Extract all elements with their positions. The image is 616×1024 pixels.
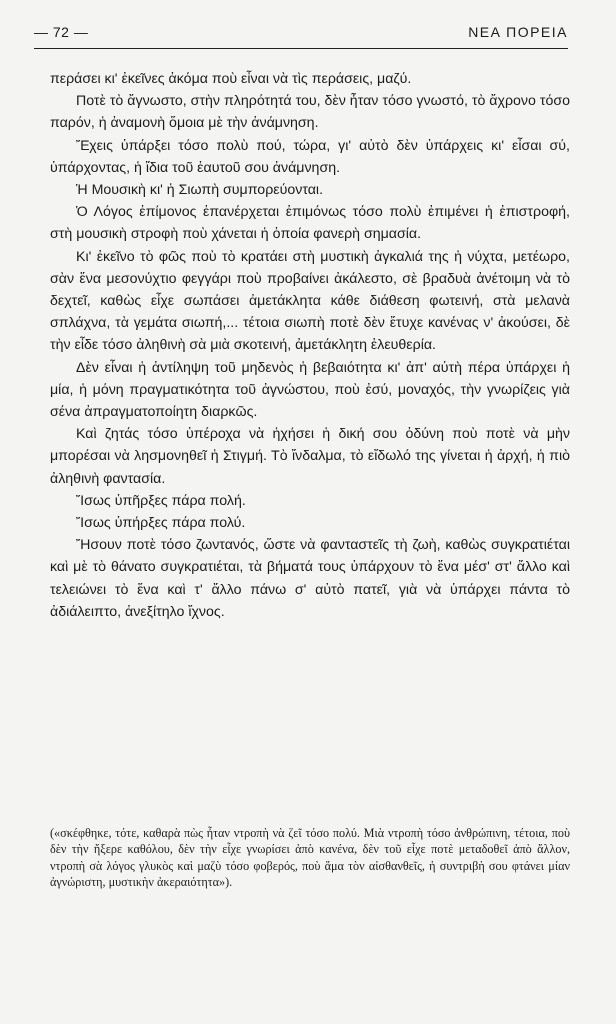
paragraph: Ἡ Μουσικὴ κι' ἡ Σιωπὴ συμπορεύονται.	[76, 182, 324, 199]
paragraph: Κι' ἐκεῖνο τὸ φῶς ποὺ τὸ κρατάει στὴ μυστικὴ ἀγκαλιά της ἡ νύχτα, μετέωρο, σὰν ἕνα μεσονύχτιο φεγγάρι ποὺ προβαίνει ἀκάλεστο, σὲ βραδυὰ ἀνέτοιμη νὰ τὸ δεχτεῖ, καθὼς εἶχε σωπάσει ἀμετάκλητα κάθε διάθεση φωτεινή, στὰ μελανὰ σπλάχνα, τὰ γεμάτα σιωπή,... τέτοια σιωπὴ ποτὲ δὲν ἔτυχε κανένας ν' ἀκούσει, δὲ τὴν εἶδε τόσο ἀληθινὴ σὰ μιὰ σκοτεινή, ἀμετάκλητη ἐλευθερία.	[50, 248, 570, 354]
paragraph: περάσει κι' ἐκεῖνες ἀκόμα ποὺ εἶναι νὰ τὶς περάσεις, μαζύ.	[50, 71, 412, 87]
paragraph: Ποτὲ τὸ ἄγνωστο, στὴν πληρότητά του, δὲν ἦταν τόσο γνωστό, τὸ ἄχρονο τόσο παρόν, ἡ ἀναμονὴ ὅμοια μὲ τὴν ἀνάμνηση.	[50, 93, 570, 132]
paragraph: Δὲν εἶναι ἡ ἀντίληψη τοῦ μηδενὸς ἡ βεβαιότητα κι' ἀπ' αὐτὴ πέρα ὑπάρχει ἡ μία, ἡ μόνη πραγματικότητα τοῦ ἀγνώστου, ποὺ ἐσύ, μοναχός, τὴν γνωρίζεις γιὰ σένα ἀπραγματοποίητη διαρκῶς.	[50, 359, 570, 421]
paragraph: Καὶ ζητάς τόσο ὑπέροχα νὰ ἠχήσει ἡ δική σου ὀδύνη ποὺ ποτὲ νὰ μὴν μπορέσαι νὰ λησμονηθεῖ ἡ Στιγμή. Τὸ ἴνδαλμα, τὸ εἴδωλό της γίνεται ἡ ἀρχή, ἡ πιὸ ἀληθινὴ φαντασία.	[50, 426, 570, 487]
running-head: ΝΕΑ ΠΟΡΕΙΑ	[468, 24, 568, 40]
page-number: — 72 —	[34, 24, 89, 40]
body-text	[50, 68, 570, 623]
paragraph: Ἔχεις ὑπάρξει τόσο πολὺ πού, τώρα, γι' αὐτὸ δὲν ὑπάρχεις κι' εἶσαι σύ, ὑπάρχοντας, ἡ ἴδια τοῦ ἑαυτοῦ σου ἀνάμνηση.	[50, 137, 570, 176]
header-rule	[34, 48, 568, 49]
paragraph: Ὁ Λόγος ἐπίμονος ἐπανέρχεται ἐπιμόνως τόσο πολὺ ἐπιμένει ἡ ἐπιστροφή, στὴ μουσικὴ στροφὴ ποὺ χάνεται ἡ ὁποία φανερὴ σημασία.	[50, 204, 570, 243]
page-header	[34, 24, 568, 46]
paragraph: Ἴσως ὑπήρξες πάρα πολύ.	[76, 515, 246, 532]
paragraph: Ἤσουν ποτὲ τόσο ζωντανός, ὥστε νὰ φανταστεῖς τὴ ζωὴ, καθὼς συγκρατιέται καὶ μὲ τὸ θάνατο συγκρατιέται, τὰ βήματά τους ὑπάρχουν τὸ ἕνα μέσ' στ' ἄλλο καὶ τελειώνει τὸ ἕνα καὶ τ' ἄλλο πάνω σ' αὐτὸ πατεῖ, γιὰ νὰ ὑπάρχει πάντα τὸ ἀδιάλειπτο, ἀνεξίτηλο ἴχνος.	[50, 537, 570, 620]
paragraph: Ἴσως ὑπῆρξες πάρα πολή.	[76, 492, 246, 509]
footnote: («σκέφθηκε, τότε, καθαρὰ πὼς ἦταν ντροπὴ νὰ ζεῖ τόσο πολύ. Μιὰ ντροπὴ τόσο ἀνθρώπινη, τέτοια, ποὺ δὲν τὴν ἤξερε καθόλου, δὲν τὴν εἶχε γνωρίσει ἀπὸ κανένα, δὲν τοῦ εἶχε ποτὲ μεταδοθεῖ ἀπὸ ἄλλον, ντροπὴ σὰ λόγος γλυκὸς καὶ μαζὺ τόσο φοβερός, ποὺ ἅμα τὸν αἰσθανθεῖς, ἡ συντριβὴ σου φτάνει μίαν ἀγνώριστη, μυστικὴν ἀκεραιότητα»).	[50, 826, 570, 890]
